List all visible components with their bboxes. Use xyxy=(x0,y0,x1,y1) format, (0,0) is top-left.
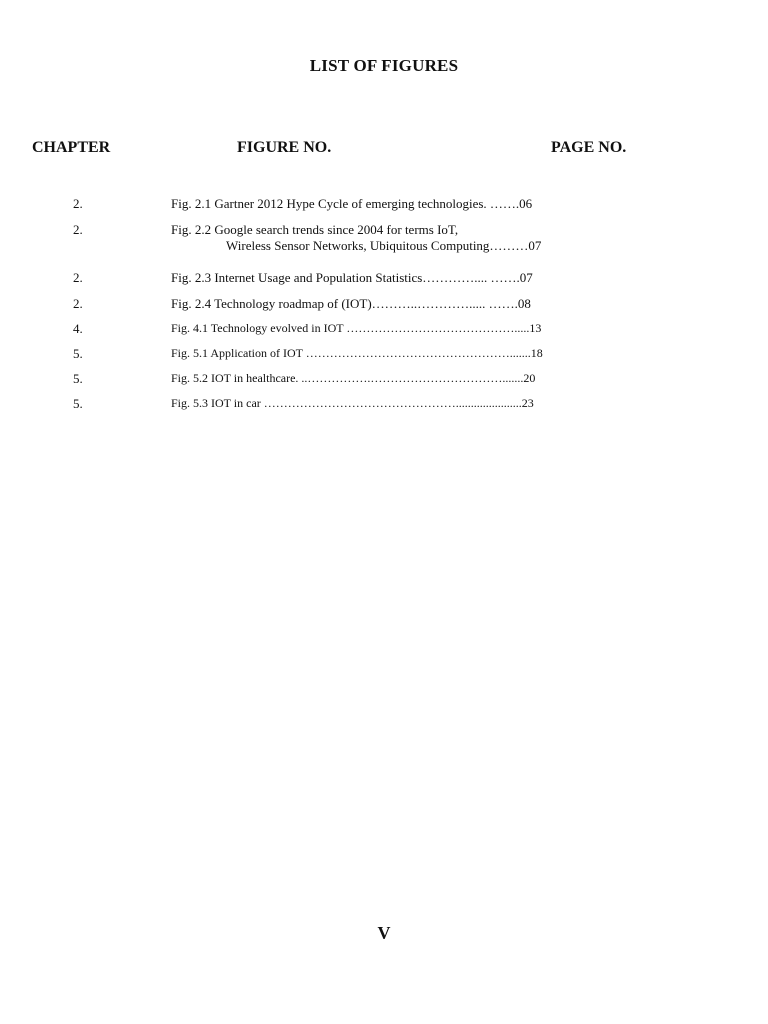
list-item xyxy=(0,296,768,321)
chapter-number: 5. xyxy=(73,371,83,386)
figure-entry: Fig. 2.4 Technology roadmap of (IOT)………..…………..... …….08 xyxy=(171,296,531,311)
page-title: LIST OF FIGURES xyxy=(309,56,459,75)
chapter-number: 4. xyxy=(73,321,83,336)
page-number: V xyxy=(377,923,391,943)
list-item xyxy=(0,396,768,421)
figure-entry: Fig. 5.2 IOT in healthcare. ..…………….…………………………….......20 xyxy=(171,371,536,385)
chapter-number: 2. xyxy=(73,196,83,211)
figure-entry: Fig. 5.3 IOT in car …………………………………………......................23 xyxy=(171,396,534,410)
list-item xyxy=(0,270,768,296)
chapter-number: 5. xyxy=(73,396,83,411)
figure-list xyxy=(0,196,768,421)
list-item xyxy=(0,196,768,222)
figure-entry: Fig. 2.1 Gartner 2012 Hype Cycle of emerging technologies. …….06 xyxy=(171,196,533,211)
figure-entry: Fig. 2.3 Internet Usage and Population Statistics………….... …….07 xyxy=(171,270,533,285)
chapter-number: 5. xyxy=(73,346,83,361)
figure-entry-line1: Fig. 2.2 Google search trends since 2004 for terms IoT, xyxy=(171,222,459,237)
figure-entry: Fig. 5.1 Application of IOT …………………………………………….......18 xyxy=(171,346,543,360)
list-item xyxy=(0,321,768,346)
list-item xyxy=(0,222,768,270)
chapter-column-header: CHAPTER xyxy=(32,139,111,156)
figure-entry-line2: Wireless Sensor Networks, Ubiquitous Computing………07 xyxy=(226,238,542,253)
figure-entry: Fig. 4.1 Technology evolved in IOT …………………………………….....13 xyxy=(171,321,542,335)
figure-entry xyxy=(171,222,541,254)
list-item xyxy=(0,346,768,371)
page-column-header: PAGE NO. xyxy=(551,139,627,156)
chapter-number: 2. xyxy=(73,296,83,311)
chapter-number: 2. xyxy=(73,270,83,285)
chapter-number: 2. xyxy=(73,222,83,237)
list-item xyxy=(0,371,768,396)
figure-column-header: FIGURE NO. xyxy=(237,139,332,156)
